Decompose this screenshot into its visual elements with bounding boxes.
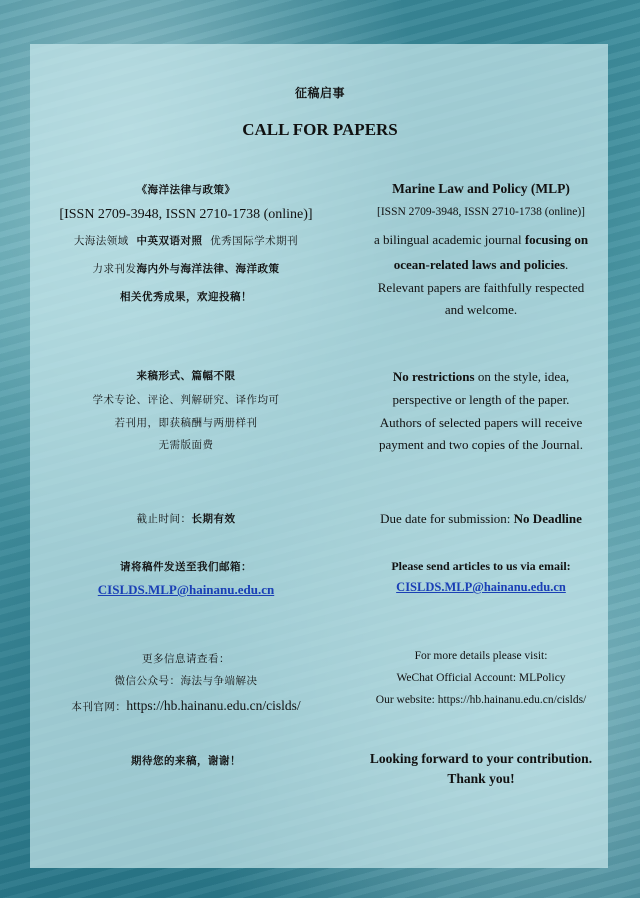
submission-format-line-4-en: payment and two copies of the Journal. <box>379 437 583 452</box>
send-label-cn: 请将稿件发送至我们邮箱： <box>120 561 252 573</box>
intro-line-3-cn: 相关优秀成果，欢迎投稿！ <box>120 291 252 303</box>
submission-format-line-1-en: No restrictions on the style, idea, <box>392 369 570 384</box>
title-english: CALL FOR PAPERS <box>242 120 398 139</box>
intro-line-3-en: Relevant papers are faithfully respected <box>377 280 585 295</box>
thanks-en-line-2: Thank you! <box>447 771 515 786</box>
intro-line-1-cn: 大海法领域 中英双语对照 优秀国际学术期刊 <box>73 235 299 247</box>
deadline-cn: 截止时间：长期有效 <box>136 513 236 525</box>
intro-line-1-en: a bilingual academic journal focusing on <box>373 232 589 247</box>
intro-line-4-en: and welcome. <box>444 302 518 317</box>
deadline-en: Due date for submission: No Deadline <box>380 511 582 526</box>
journal-name-cn: 《海洋法律与政策》 <box>136 184 236 196</box>
email-link-right[interactable]: CISLDS.MLP@hainanu.edu.cn <box>396 580 566 594</box>
thanks-cn: 期待您的来稿，谢谢！ <box>131 755 241 767</box>
website-en: Our website: https://hb.hainanu.edu.cn/cislds/ <box>375 694 587 706</box>
email-link-left[interactable]: CISLDS.MLP@hainanu.edu.cn <box>97 582 275 597</box>
submission-format-line-3-en: Authors of selected papers will receive <box>379 415 583 430</box>
wechat-cn: 微信公众号：海法与争端解决 <box>114 675 258 687</box>
more-info-en: For more details please visit: <box>414 650 548 662</box>
submission-format-title-cn: 来稿形式、篇幅不限 <box>136 370 236 382</box>
title-chinese: 征稿启事 <box>294 86 346 100</box>
wechat-en: WeChat Official Account: MLPolicy <box>396 672 566 684</box>
more-info-cn: 更多信息请查看： <box>142 653 230 665</box>
intro-line-2-cn: 力求刊发海内外与海洋法律、海洋政策 <box>92 263 280 275</box>
submission-format-line-1-cn: 学术专论、评论、判解研究、译作均可 <box>92 394 280 406</box>
issn-left: [ISSN 2709-3948, ISSN 2710-1738 (online)] <box>59 207 313 222</box>
journal-name-en: Marine Law and Policy (MLP) <box>392 181 570 196</box>
intro-line-2-en: ocean-related laws and policies. <box>393 257 569 272</box>
website-cn: 本刊官网：https://hb.hainanu.edu.cn/cislds/ <box>71 698 301 713</box>
submission-format-line-2-cn: 若刊用，即获稿酬与两册样刊 <box>114 417 258 429</box>
submission-format-line-2-en: perspective or length of the paper. <box>392 392 570 407</box>
content-panel <box>30 44 608 868</box>
thanks-en-line-1: Looking forward to your contribution. <box>369 751 593 766</box>
submission-format-line-3-cn: 无需版面费 <box>158 439 214 451</box>
send-label-en: Please send articles to us via email: <box>391 559 571 573</box>
issn-right: [ISSN 2709-3948, ISSN 2710-1738 (online)] <box>377 206 585 218</box>
